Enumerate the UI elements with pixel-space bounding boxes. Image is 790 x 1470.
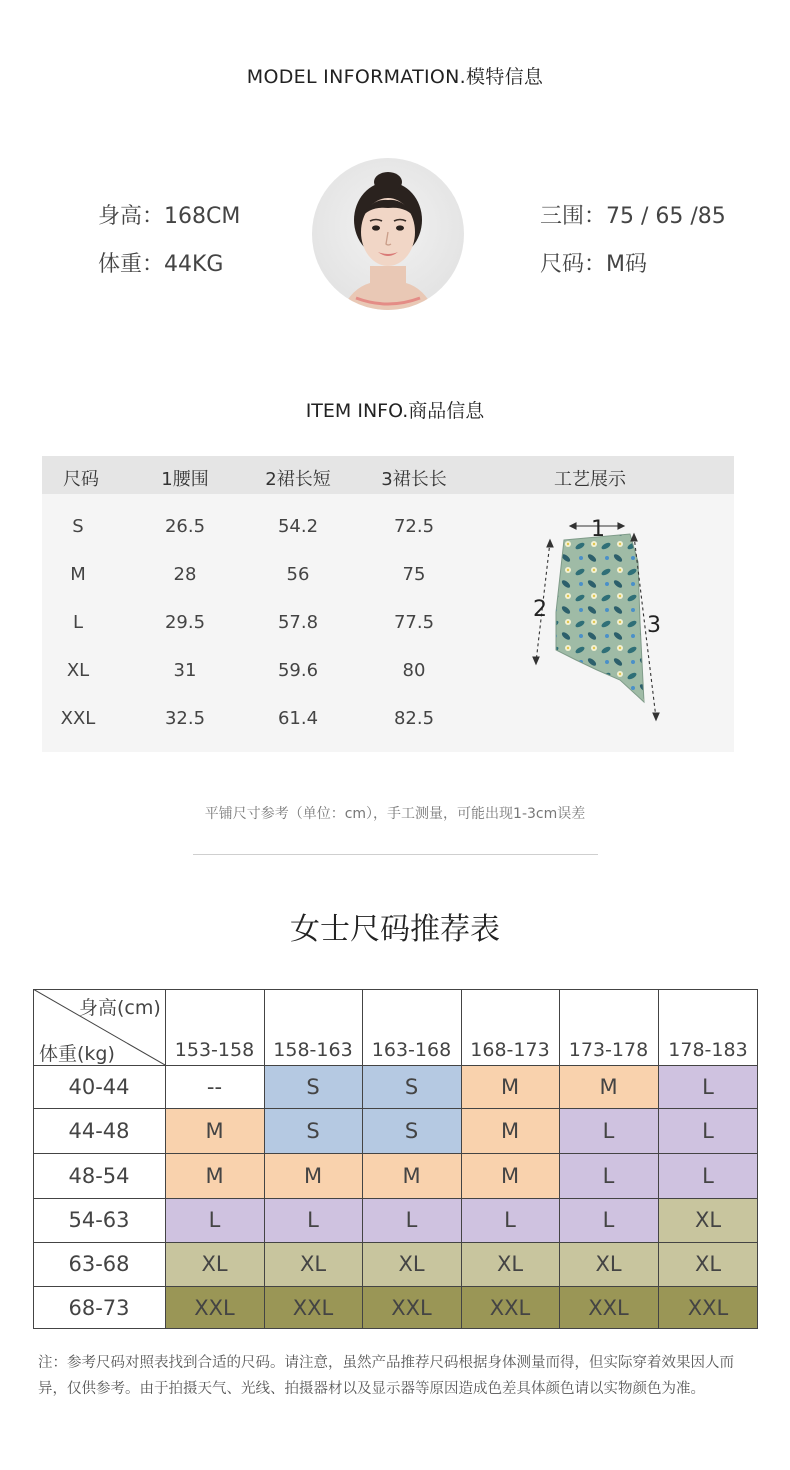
grid-hline: [33, 1108, 758, 1109]
item-row-l-long: 77.5: [393, 612, 435, 633]
item-row-s-short: 54.2: [277, 516, 319, 537]
weight-header-63-68: 63-68: [68, 1252, 130, 1276]
model-info-title: MODEL INFORMATION.模特信息: [246, 66, 544, 88]
size-cell: XXL: [658, 1286, 758, 1329]
model-height: 身高：168CM: [98, 204, 241, 229]
size-recommend-grid: [33, 989, 758, 1329]
item-row-l-short: 57.8: [277, 612, 319, 633]
header-craft-display: 工艺展示: [554, 469, 626, 490]
size-cell: XXL: [264, 1286, 362, 1329]
weight-header-54-63: 54-63: [68, 1208, 130, 1232]
size-cell: XL: [362, 1242, 461, 1286]
size-cell: L: [165, 1198, 264, 1242]
size-cell: M: [559, 1065, 658, 1108]
grid-hline: [33, 1242, 758, 1243]
grid-hline: [33, 1328, 758, 1329]
item-row-xxl-short: 61.4: [277, 708, 319, 729]
item-row-xxl-size: XXL: [60, 708, 96, 729]
height-header-163-168: 163-168: [371, 1039, 452, 1061]
height-header-168-173: 168-173: [470, 1039, 550, 1061]
height-header-178-183: 178-183: [668, 1039, 748, 1061]
model-weight: 体重：44KG: [98, 252, 224, 277]
footnote: 注：参考尺码对照表找到合适的尺码。请注意，虽然产品推荐尺码根据身体测量而得，但实际穿着效果因人而异，仅供参考。由于拍摄天气、光线、拍摄器材以及显示器等原因造成色差具体颜色请以实物颜色为准。: [38, 1355, 734, 1397]
corner-height-label: 身高(cm): [79, 997, 161, 1019]
size-cell: L: [461, 1198, 559, 1242]
header-short-length: 2裙长短: [265, 469, 331, 490]
size-cell: M: [165, 1108, 264, 1153]
corner-weight-label: 体重(kg): [39, 1043, 115, 1065]
grid-corner-cell: [33, 989, 165, 1065]
diagram-label-waist: 1: [591, 517, 605, 542]
section-divider: [193, 854, 598, 855]
size-cell: L: [559, 1153, 658, 1198]
size-cell: S: [362, 1065, 461, 1108]
item-size-table: [42, 456, 734, 752]
size-cell: L: [658, 1153, 758, 1198]
size-cell: S: [264, 1065, 362, 1108]
size-cell: M: [461, 1065, 559, 1108]
skirt-diagram: [522, 512, 672, 732]
item-row-xl-short: 59.6: [277, 660, 319, 681]
grid-hline: [33, 1198, 758, 1199]
item-row-m-short: 56: [286, 564, 310, 585]
grid-hline: [33, 989, 758, 990]
size-cell: M: [165, 1153, 264, 1198]
grid-vline: [757, 989, 758, 1329]
item-row-xxl-long: 82.5: [393, 708, 435, 729]
model-avatar: [312, 158, 464, 310]
item-row-m-size: M: [70, 564, 86, 585]
diagram-label-long-length: 3: [647, 613, 661, 638]
size-cell: L: [658, 1065, 758, 1108]
size-cell: M: [264, 1153, 362, 1198]
item-row-xl-waist: 31: [173, 660, 197, 681]
size-cell: XXL: [165, 1286, 264, 1329]
item-row-m-long: 75: [402, 564, 426, 585]
header-size: 尺码: [63, 469, 99, 490]
size-cell: M: [461, 1108, 559, 1153]
item-row-s-long: 72.5: [393, 516, 435, 537]
item-row-l-size: L: [72, 612, 84, 633]
weight-header-48-54: 48-54: [68, 1163, 130, 1188]
grid-vline: [33, 989, 34, 1329]
size-cell: S: [362, 1108, 461, 1153]
measurement-note: 平铺尺寸参考（单位：cm），手工测量，可能出现1-3cm误差: [204, 806, 586, 822]
grid-vline: [658, 989, 659, 1329]
header-waist: 1腰围: [161, 469, 209, 490]
item-row-xl-size: XL: [66, 660, 90, 681]
item-table-header: [42, 456, 734, 494]
size-cell: XL: [165, 1242, 264, 1286]
size-recommend-title: 女士尺码推荐表: [290, 912, 500, 947]
item-row-s-waist: 26.5: [164, 516, 206, 537]
size-cell: XL: [658, 1242, 758, 1286]
size-cell: XXL: [559, 1286, 658, 1329]
weight-header-40-44: 40-44: [68, 1074, 130, 1099]
grid-vline: [559, 989, 560, 1329]
item-info-title: ITEM INFO.商品信息: [305, 400, 485, 422]
model-size: 尺码：M码: [540, 252, 647, 277]
diagram-label-short-length: 2: [533, 597, 547, 622]
size-cell: M: [461, 1153, 559, 1198]
size-cell: S: [264, 1108, 362, 1153]
model-portrait-illustration: [312, 158, 464, 310]
size-cell: L: [264, 1198, 362, 1242]
size-cell: L: [362, 1198, 461, 1242]
item-row-xxl-waist: 32.5: [164, 708, 206, 729]
size-cell: XL: [658, 1198, 758, 1242]
header-long-length: 3裙长长: [381, 469, 447, 490]
height-header-158-163: 158-163: [273, 1039, 353, 1061]
weight-header-44-48: 44-48: [68, 1118, 130, 1143]
size-cell: L: [559, 1108, 658, 1153]
size-cell: XL: [461, 1242, 559, 1286]
size-cell: M: [362, 1153, 461, 1198]
size-cell: XL: [264, 1242, 362, 1286]
item-row-xl-long: 80: [402, 660, 426, 681]
size-cell: XXL: [461, 1286, 559, 1329]
height-header-153-158: 153-158: [174, 1039, 255, 1061]
model-measurements: 三围：75 / 65 /85: [540, 204, 726, 229]
height-header-173-178: 173-178: [568, 1039, 649, 1061]
size-cell: XXL: [362, 1286, 461, 1329]
weight-header-68-73: 68-73: [68, 1295, 130, 1320]
grid-hline: [33, 1065, 758, 1066]
grid-hline: [33, 1286, 758, 1287]
grid-hline: [33, 1153, 758, 1154]
grid-vline: [362, 989, 363, 1329]
size-cell: L: [559, 1198, 658, 1242]
grid-vline: [165, 989, 166, 1329]
item-row-m-waist: 28: [173, 564, 197, 585]
grid-vline: [264, 989, 265, 1329]
size-cell: L: [658, 1108, 758, 1153]
grid-vline: [461, 989, 462, 1329]
item-row-s-size: S: [72, 516, 84, 537]
item-row-l-waist: 29.5: [164, 612, 206, 633]
size-cell: XL: [559, 1242, 658, 1286]
size-cell: --: [165, 1065, 264, 1108]
